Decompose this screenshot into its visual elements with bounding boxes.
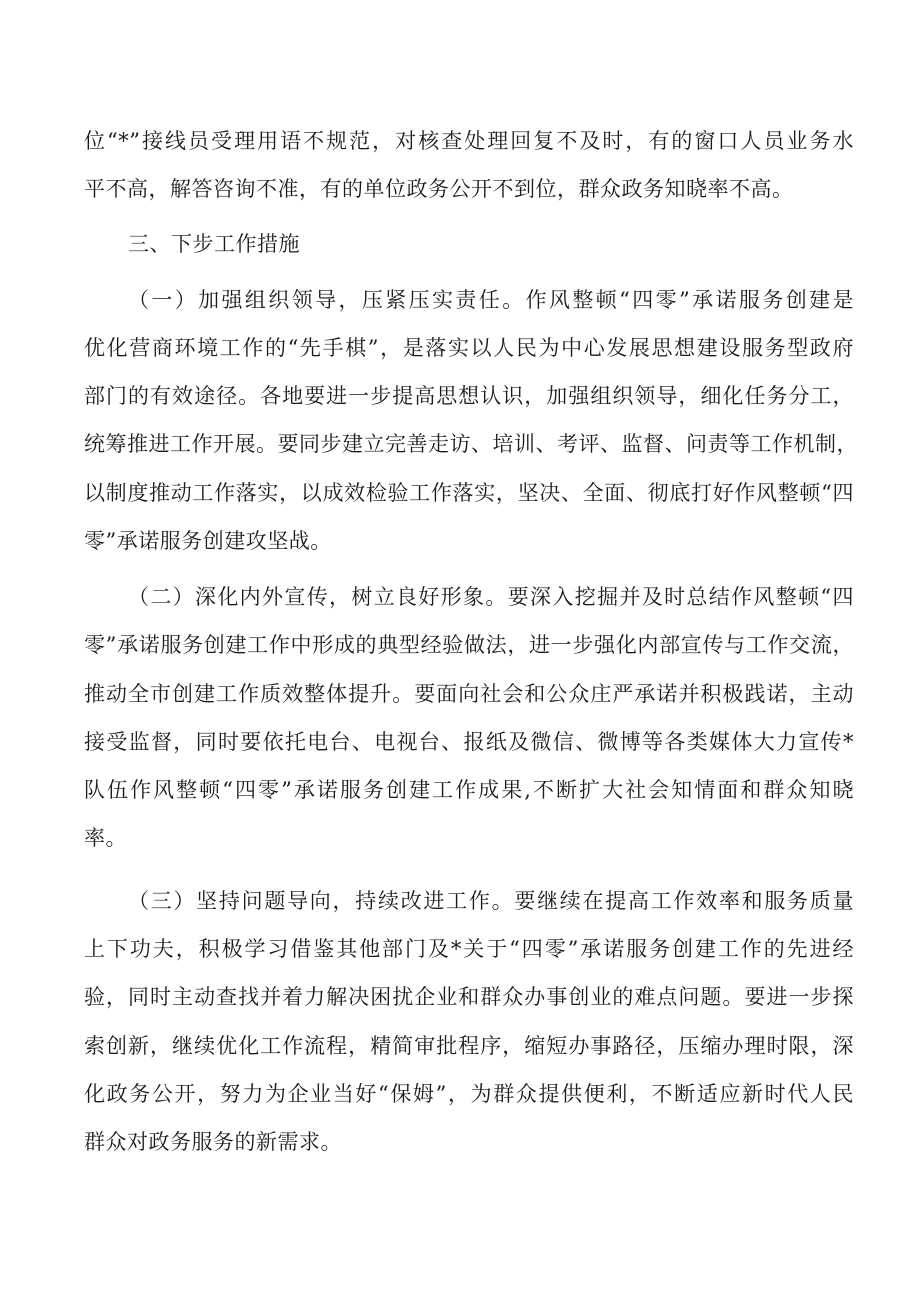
paragraph-2-line-6: 率。 xyxy=(84,826,127,850)
paragraph-1-line-1: （一）加强组织领导，压紧压实责任。作风整顿“四零”承诺服务创建是 xyxy=(128,288,854,312)
paragraph-3-line-2: 上下功夫，积极学习借鉴其他部门及*关于“四零”承诺服务创建工作的先进经 xyxy=(84,937,854,961)
paragraph-3-line-5: 化政务公开，努力为企业当好“保姆”，为群众提供便利，不断适应新时代人民 xyxy=(84,1082,854,1106)
paragraph-3-line-4: 索创新，继续优化工作流程，精简审批程序，缩短办事路径，压缩办理时限，深 xyxy=(84,1034,854,1058)
paragraph-3-line-3: 验，同时主动查找并着力解决困扰企业和群众办事创业的难点问题。要进一步探 xyxy=(84,985,854,1009)
section-heading: 三、下步工作措施 xyxy=(128,232,300,256)
paragraph-2-line-2: 零”承诺服务创建工作中形成的典型经验做法，进一步强化内部宣传与工作交流， xyxy=(84,633,854,657)
paragraph-2-line-1: （二）深化内外宣传，树立良好形象。要深入挖掘并及时总结作风整顿“四 xyxy=(128,585,854,609)
carryover-line-1: 位“*”接线员受理用语不规范，对核查处理回复不及时，有的窗口人员业务水 xyxy=(84,129,854,153)
paragraph-1-line-2: 优化营商环境工作的“先手棋”，是落实以人民为中心发展思想建设服务型政府 xyxy=(84,336,854,360)
carryover-line-2: 平不高，解答咨询不准，有的单位政务公开不到位，群众政务知晓率不高。 xyxy=(84,177,794,201)
paragraph-3-line-6: 群众对政务服务的新需求。 xyxy=(84,1130,342,1154)
paragraph-1-line-6: 零”承诺服务创建攻坚战。 xyxy=(84,529,332,553)
paragraph-2-line-4: 接受监督，同时要依托电台、电视台、报纸及微信、微博等各类媒体大力宣传* xyxy=(84,730,854,754)
paragraph-2-line-3: 推动全市创建工作质效整体提升。要面向社会和公众庄严承诺并积极践诺，主动 xyxy=(84,682,854,706)
paragraph-1-line-3: 部门的有效途径。各地要进一步提高思想认识，加强组织领导，细化任务分工， xyxy=(84,384,854,408)
paragraph-1-line-4: 统筹推进工作开展。要同步建立完善走访、培训、考评、监督、问责等工作机制， xyxy=(84,432,858,456)
paragraph-3-line-1: （三）坚持问题导向，持续改进工作。要继续在提高工作效率和服务质量 xyxy=(128,889,854,913)
paragraph-1-line-5: 以制度推动工作落实，以成效检验工作落实，坚决、全面、彻底打好作风整顿“四 xyxy=(84,481,854,505)
paragraph-2-line-5: 队伍作风整顿“四零”承诺服务创建工作成果,不断扩大社会知情面和群众知晓 xyxy=(84,778,854,802)
